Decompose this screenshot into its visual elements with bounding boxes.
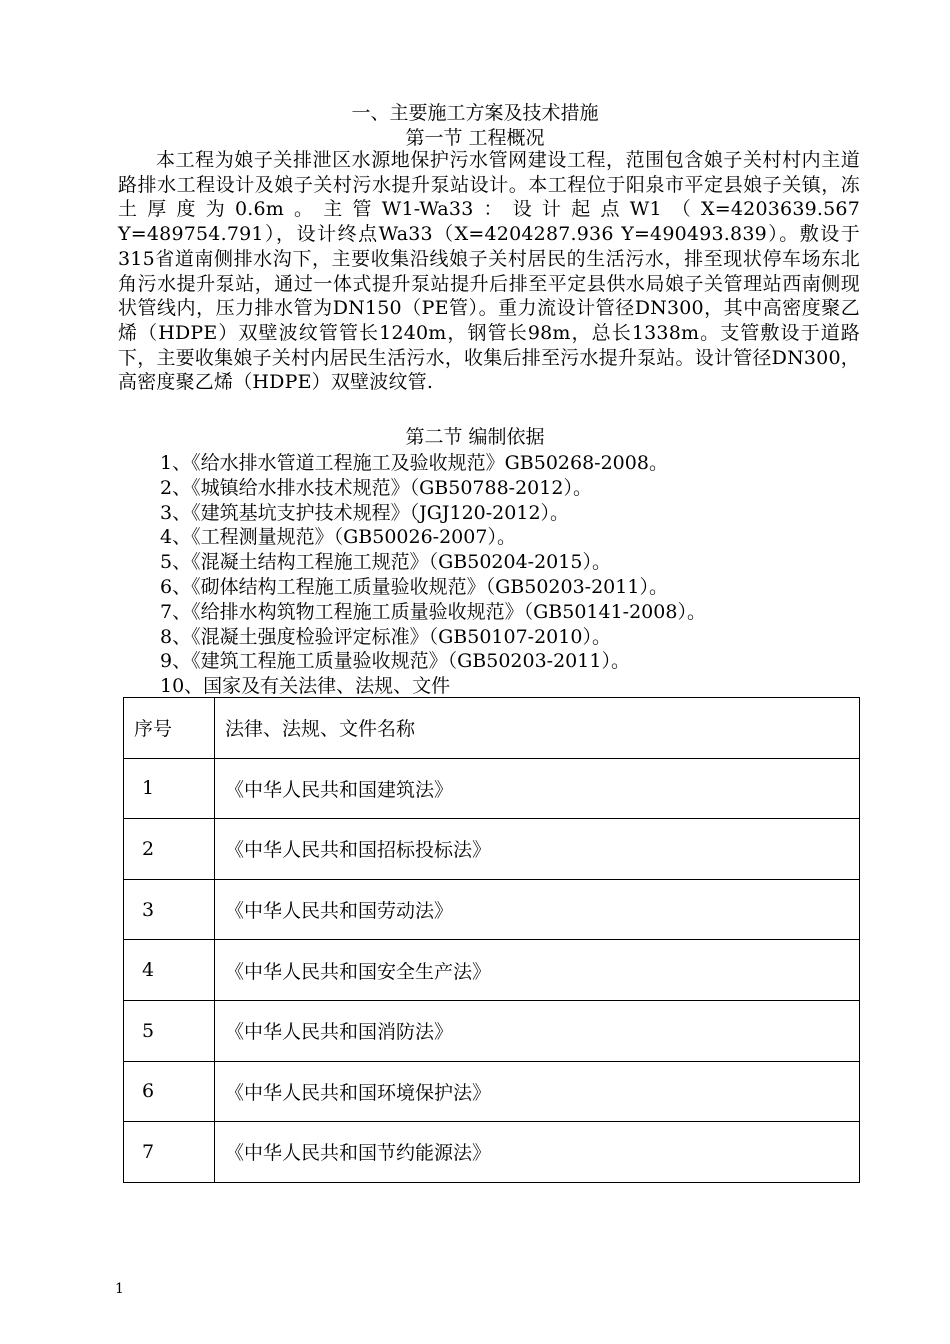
row-number: 7 (124, 1122, 215, 1183)
law-name: 《中华人民共和国招标投标法》 (215, 819, 860, 880)
section-2-heading: 第二节 编制依据 (405, 426, 545, 448)
basis-list (160, 451, 706, 699)
law-name: 《中华人民共和国安全生产法》 (215, 940, 860, 1001)
law-name: 《中华人民共和国节约能源法》 (215, 1122, 860, 1183)
basis-item: 1、《给水排水管道工程施工及验收规范》GB50268-2008。 (160, 452, 668, 474)
column-header-number: 序号 (124, 698, 215, 759)
basis-item: 8、《混凝土强度检验评定标准》（GB50107-2010）。 (160, 625, 611, 648)
basis-item: 5、《混凝土结构工程施工规范》（GB50204-2015）。 (160, 551, 611, 574)
basis-item: 4、《工程测量规范》（GB50026-2007）。 (160, 526, 516, 549)
table-row (124, 758, 860, 819)
basis-item: 3、《建筑基坑支护技术规程》（JGJ120-2012）。 (160, 501, 570, 524)
basis-item: 6、《砌体结构工程施工质量验收规范》（GB50203-2011）。 (160, 575, 668, 598)
project-overview-paragraph: 本工程为娘子关排泄区水源地保护污水管网建设工程，范围包含娘子关村村内主道路排水工程设计及娘子关村污水提升泵站设计。本工程位于阳泉市平定县娘子关镇，冻土厚度为0.6m。主管W1-Wa33：设计起点W1（X=4203639.567 Y=489754.791），设计终点Wa33（X=4204287.936 Y=490493.839）。敷设于315省道南侧排水沟下，主要收集沿线娘子关村居民的生活污水，排至现状停车场东北角污水提升泵站，通过一体式提升泵站提升后排至平定县供水局娘子关管理站西南侧现状管线内，压力排水管为DN150（PE管）。重力流设计管径DN300，其中高密度聚乙烯（HDPE）双壁波纹管管长1240m，钢管长98m，总长1338m。支管敷设于道路下，主要收集娘子关村内居民生活污水，收集后排至污水提升泵站。设计管径DN300，高密度聚乙烯（HDPE）双壁波纹管. (118, 149, 860, 394)
table-row (124, 879, 860, 940)
table-row (124, 1122, 860, 1183)
basis-item: 2、《城镇给水排水技术规范》（GB50788-2012）。 (160, 476, 592, 499)
law-name: 《中华人民共和国劳动法》 (215, 879, 860, 940)
table-row (124, 1061, 860, 1122)
law-name: 《中华人民共和国建筑法》 (215, 758, 860, 819)
row-number: 5 (124, 1000, 215, 1061)
laws-table (123, 697, 860, 1183)
row-number: 3 (124, 879, 215, 940)
basis-item: 7、《给排水构筑物工程施工质量验收规范》（GB50141-2008）。 (160, 600, 706, 623)
page-number: 1 (115, 1281, 124, 1297)
row-number: 2 (124, 819, 215, 880)
table-header-row (124, 698, 860, 759)
table-row (124, 1000, 860, 1061)
section-1-heading: 第一节 工程概况 (405, 127, 545, 149)
document-title: 一、主要施工方案及技术措施 (351, 102, 599, 124)
basis-item: 9、《建筑工程施工质量验收规范》（GB50203-2011）。 (160, 650, 630, 673)
basis-item: 10、国家及有关法律、法规、文件 (160, 675, 451, 698)
row-number: 4 (124, 940, 215, 1001)
table-row (124, 819, 860, 880)
row-number: 1 (124, 758, 215, 819)
column-header-name: 法律、法规、文件名称 (215, 698, 860, 759)
table-row (124, 940, 860, 1001)
row-number: 6 (124, 1061, 215, 1122)
law-name: 《中华人民共和国消防法》 (215, 1000, 860, 1061)
law-name: 《中华人民共和国环境保护法》 (215, 1061, 860, 1122)
